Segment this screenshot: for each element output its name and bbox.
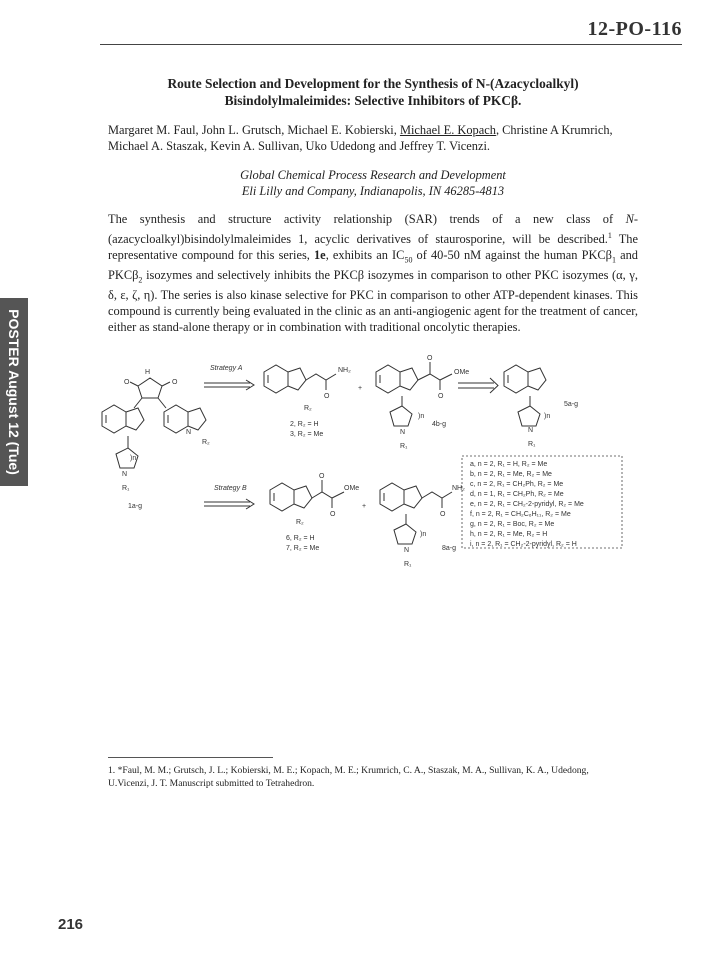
r2-label: R₂ <box>202 439 210 446</box>
carbonyl-o-left: O <box>124 379 130 386</box>
abstract-text: isozymes and selectively inhibits the PKCβ isozymes in comparison to other PKC isozymes (α, γ, δ, ε, ζ, η). The series is also kinase selective for PKC in comparison to other ATP-dependent kinases. This compound is currently being evaluated in the clinic as an anti-angiogenic agent for the treatment of cancer, either as stand-alone therapy or in combination with traditional oncolytic therapies. <box>108 267 638 334</box>
ester-ome: OMe <box>454 369 470 376</box>
footnote-text: *Faul, M. M.; Grutsch, J. L.; Kobierski, M. E.; Kopach, M. E.; Krumrich, C. A., Staszak, M. A., Sullivan, K. A., Udedong, U.Vicenzi, J. T. Manuscript submitted to Tetrahedron. <box>108 765 589 789</box>
retro-arrow <box>458 378 498 393</box>
page-number: 216 <box>58 916 84 933</box>
abstract-italic-n: N <box>625 212 634 226</box>
author-list <box>108 123 638 154</box>
affiliation-line-1: Global Chemical Process Research and Development <box>240 168 506 182</box>
r1-label: R₁ <box>404 561 412 568</box>
compound-6-label: 6, R₂ = H <box>286 535 315 542</box>
compound-3-label: 3, R₂ = Me <box>290 431 324 438</box>
presenting-author: Michael E. Kopach <box>399 123 496 137</box>
compound-8-label: 8a-g <box>442 545 457 552</box>
paper-title <box>108 75 638 109</box>
side-tab-label: POSTER August 12 (Tue) <box>6 309 22 475</box>
poster-code: 12-PO-116 <box>587 18 682 40</box>
ring-size: )n <box>130 455 137 462</box>
compound-8-structure <box>380 483 465 568</box>
compound-2-label: 2, R₂ = H <box>290 421 319 428</box>
keto-o: O <box>427 355 433 362</box>
abstract-text: -(azacycloalkyl)bisindolylmaleimides 1, acyclic derivatives of staurosporine, will be described. <box>108 212 638 246</box>
imide-h: H <box>145 369 151 376</box>
r1-label: R₁ <box>528 441 536 448</box>
key-item: b, n = 2, R₁ = Me, R₂ = Me <box>470 471 552 478</box>
compound-2-3-structure <box>264 365 351 438</box>
title-line-2: Bisindolylmaleimides: Selective Inhibitors of PKCβ. <box>224 93 522 108</box>
pyrrolidine-n: N <box>528 427 534 434</box>
ring-size: )n <box>420 531 427 538</box>
footnote-rule <box>108 757 273 758</box>
r1-label: R₁ <box>122 485 130 492</box>
affiliation <box>108 168 638 199</box>
strategy-b-arrow <box>204 499 254 509</box>
key-item: g, n = 2, R₁ = Boc, R₂ = Me <box>470 521 555 528</box>
abstract-text: , exhibits an IC <box>325 247 405 262</box>
compound-7-label: 7, R₂ = Me <box>286 545 320 552</box>
carbonyl-o-right: O <box>172 379 178 386</box>
indole-n: N <box>186 429 192 436</box>
footnote-mark: 1 <box>607 230 612 240</box>
keto-o: O <box>319 473 325 480</box>
compound-1-structure <box>102 369 210 510</box>
key-item: a, n = 2, R₁ = H, R₂ = Me <box>470 461 548 468</box>
footnote-number: 1. <box>108 765 116 776</box>
subscript: 2 <box>138 275 143 285</box>
compound-4-structure <box>376 355 469 450</box>
key-item: i, n = 2, R₁ = CH₂-2-pyridyl, R₂ = H <box>470 541 577 548</box>
strategy-b-label: Strategy B <box>214 485 247 492</box>
abstract-text: and PKCβ <box>108 247 638 282</box>
amide-o: O <box>440 511 446 518</box>
reaction-scheme <box>100 350 630 575</box>
key-item: e, n = 2, R₁ = CH₂-2-pyridyl, R₂ = Me <box>470 501 584 508</box>
ester-o: O <box>438 393 444 400</box>
amide-o: O <box>324 393 330 400</box>
ester-o: O <box>330 511 336 518</box>
abstract-text: The representative compound for this series, <box>108 231 638 262</box>
pyrrolidine-n: N <box>400 429 406 436</box>
abstract-text: of 40-50 nM against the human PKCβ <box>412 247 612 262</box>
subscript: 50 <box>404 255 413 265</box>
key-item: h, n = 2, R₁ = Me, R₂ = H <box>470 531 548 538</box>
substituent-key <box>462 456 622 548</box>
abstract-paragraph <box>108 212 638 336</box>
abstract-text: The synthesis and structure activity relationship (SAR) trends of a new class of <box>108 212 626 226</box>
plus-sign: + <box>358 385 363 392</box>
compound-5-label: 5a-g <box>564 401 579 408</box>
authors-after: , Christine A Krumrich, Michael A. Staszak, Kevin A. Sullivan, Uko Udedong and Jeffrey T. Vicenzi. <box>108 123 613 153</box>
pyrrolidine-n: N <box>404 547 410 554</box>
indole-r2: R₂ <box>304 405 312 412</box>
compound-4-label: 4b-g <box>432 421 447 428</box>
key-item: d, n = 1, R₁ = CH₂Ph, R₂ = Me <box>470 491 564 498</box>
authors-before: Margaret M. Faul, John L. Grutsch, Michael E. Kobierski, <box>108 123 400 137</box>
footnote <box>108 764 628 790</box>
subscript: 1 <box>611 255 616 265</box>
pyrrolidine-n: N <box>122 471 128 478</box>
strategy-a-label: Strategy A <box>210 365 243 372</box>
amine-nh2: NH₂ <box>452 485 465 492</box>
compound-5-structure <box>504 365 578 448</box>
header-rule <box>100 44 682 45</box>
plus-sign: + <box>362 503 367 510</box>
ring-size: )n <box>418 413 425 420</box>
compound-6-7-structure <box>270 473 359 552</box>
ester-ome: OMe <box>344 485 360 492</box>
indole-r2: R₂ <box>296 519 304 526</box>
compound-label: 1e <box>313 247 326 262</box>
compound-1-label: 1a-g <box>128 503 143 510</box>
key-item: c, n = 2, R₁ = CH₂Ph, R₂ = Me <box>470 481 564 488</box>
title-line-1: Route Selection and Development for the Synthesis of N-(Azacycloalkyl) <box>167 76 579 91</box>
r1-label: R₁ <box>400 443 408 450</box>
affiliation-line-2: Eli Lilly and Company, Indianapolis, IN 46285-4813 <box>241 183 505 198</box>
strategy-a-arrow <box>204 380 254 390</box>
amine-nh2: NH₂ <box>338 367 351 374</box>
key-item: f, n = 2, R₁ = CH₂C₆H₁₁, R₂ = Me <box>470 511 571 518</box>
ring-size: )n <box>544 413 551 420</box>
